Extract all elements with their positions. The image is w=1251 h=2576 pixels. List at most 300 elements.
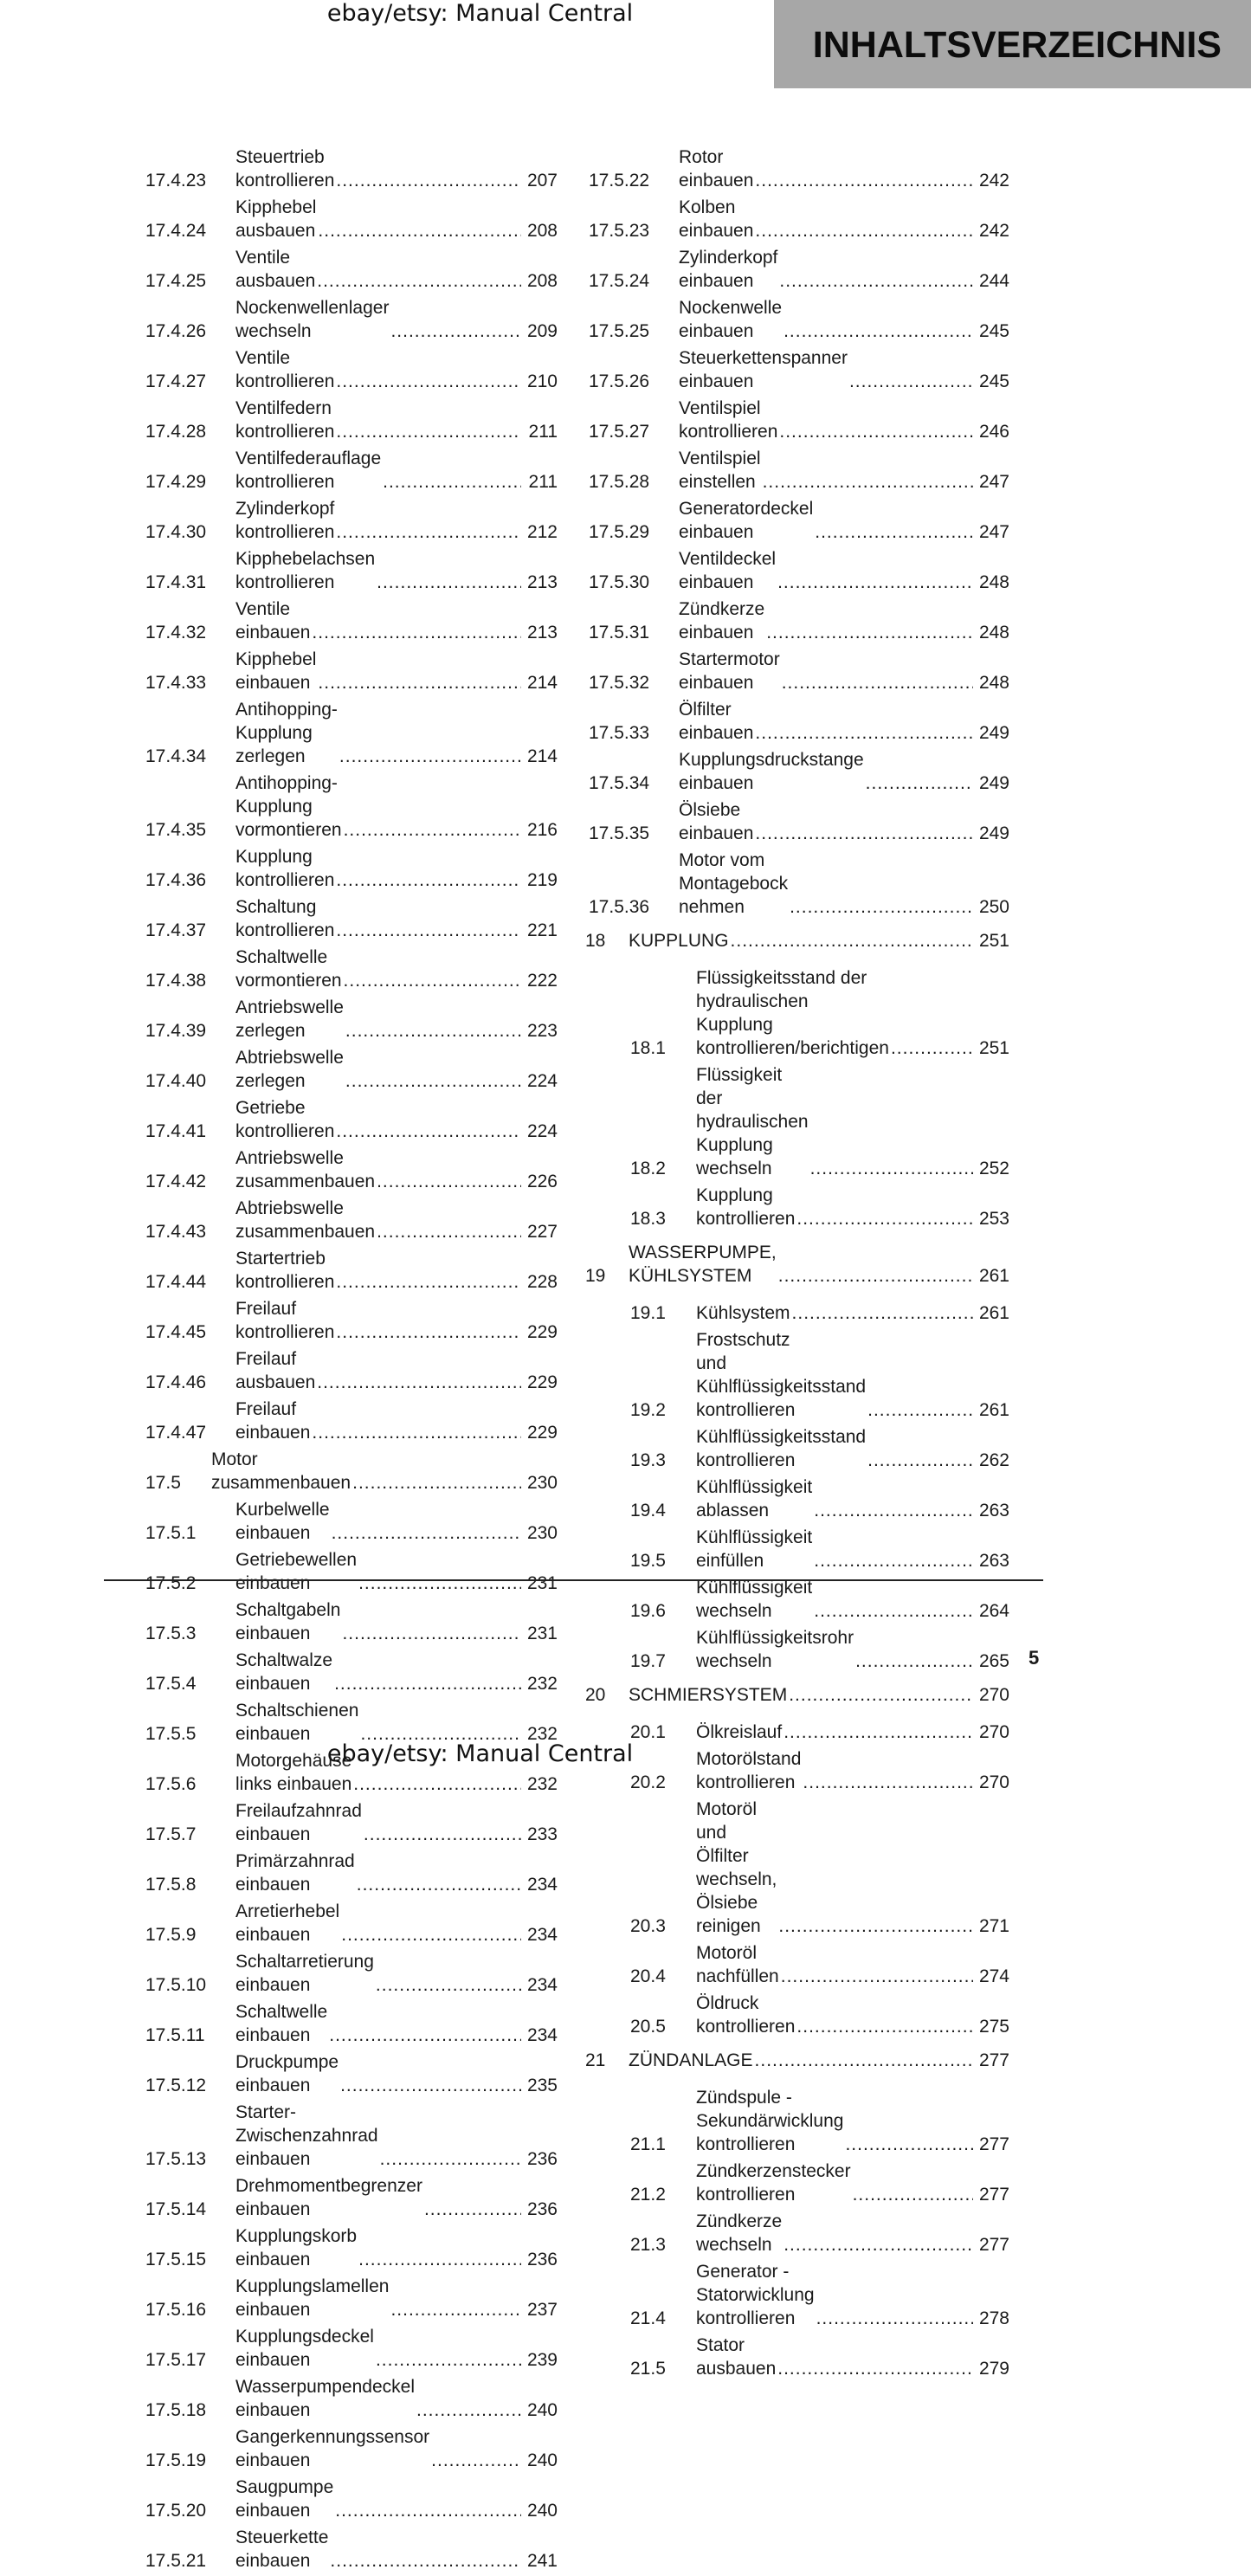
toc-entry[interactable] [145,1096,558,1143]
toc-entry[interactable] [589,1425,1009,1472]
toc-entry-page: 263 [978,1501,1009,1520]
toc-entry-page: 216 [526,820,558,840]
toc-entry[interactable] [145,1548,558,1595]
toc-entry[interactable] [585,1683,1009,1707]
toc-entry-number: 17.5.8 [145,1875,197,1895]
toc-column-left [145,145,558,2576]
toc-entry-title: Kurbelwelle einbauen [235,1500,330,1543]
toc-entry-number: 17.5.5 [145,1724,197,1744]
toc-entry[interactable] [145,1498,558,1545]
toc-entry-number: 20.1 [630,1722,666,1742]
toc-entry-page: 213 [526,572,558,592]
dot-leader [358,2248,521,2271]
dot-leader [336,420,521,443]
toc-entry[interactable] [145,1146,558,1193]
toc-entry[interactable] [589,497,1009,544]
toc-entry-page: 237 [526,2300,558,2320]
toc-entry[interactable] [145,1699,558,1746]
dot-leader [814,1599,973,1623]
dot-leader [358,1572,521,1595]
toc-entry-number: 19.7 [630,1651,666,1671]
toc-entry-page: 274 [978,1966,1009,1986]
dot-leader [342,1622,521,1645]
toc-entry-page: 229 [526,1322,558,1342]
toc-entry[interactable] [589,748,1009,795]
dot-leader [336,169,521,192]
toc-entry-page: 275 [978,2017,1009,2037]
toc-entry[interactable] [145,648,558,694]
toc-entry-title: Motorölstand kontrollieren [696,1749,802,1792]
toc-entry[interactable] [145,2526,558,2573]
toc-entry[interactable] [145,1598,558,1645]
toc-entry[interactable] [589,346,1009,393]
dot-leader [731,929,973,952]
toc-entry-page: 234 [526,1875,558,1895]
toc-entry-title: Stator ausbauen [696,2335,777,2379]
dot-leader [792,1301,973,1325]
toc-entry[interactable] [145,296,558,343]
toc-entry-number: 19.1 [630,1303,666,1323]
toc-entry[interactable] [589,1526,1009,1572]
toc-entry-number: 17.5.17 [145,2350,207,2370]
dot-leader [336,1320,521,1344]
dot-leader [755,169,973,192]
toc-entry[interactable] [589,1941,1009,1988]
toc-entry[interactable] [589,547,1009,594]
toc-entry-title: Primärzahnrad einbauen [235,1851,355,1895]
toc-entry[interactable] [145,246,558,293]
toc-entry[interactable] [589,196,1009,242]
dot-leader [867,1449,973,1472]
header-banner [774,0,1251,88]
toc-entry[interactable] [585,929,1009,952]
toc-entry[interactable] [145,1297,558,1344]
toc-entry-page: 262 [978,1450,1009,1470]
toc-entry[interactable] [585,1241,1009,1288]
toc-entry[interactable] [145,1347,558,1394]
toc-entry-page: 239 [526,2350,558,2370]
toc-entry-page: 207 [526,171,558,190]
toc-entry-page: 253 [978,1209,1009,1229]
toc-entry-title: Kupplungskorb einbauen [235,2226,358,2269]
toc-entry-page: 233 [526,1824,558,1844]
dot-leader [317,269,521,293]
toc-entry-number: 17.4.34 [145,746,207,766]
toc-entry[interactable] [145,497,558,544]
toc-entry-page: 231 [526,1624,558,1643]
dot-leader [380,2147,521,2171]
toc-entry[interactable] [589,1475,1009,1522]
toc-entry-number: 20.4 [630,1966,666,1986]
toc-entry[interactable] [145,346,558,393]
toc-entry-title: Steuertrieb kontrollieren [235,147,335,190]
dot-leader [336,919,521,942]
toc-entry[interactable] [589,447,1009,494]
toc-entry-page: 230 [526,1523,558,1543]
toc-entry-number: 17.5.27 [589,422,650,442]
toc-entry-title: Motor vom Montagebock nehmen [679,850,789,917]
toc-entry-number: 17.5 [145,1473,181,1493]
toc-entry[interactable] [145,772,558,842]
dot-leader [866,772,973,795]
dot-leader [431,2449,521,2472]
dot-leader [755,721,973,745]
toc-entry-title: Druckpumpe einbauen [235,2052,339,2095]
toc-entry-title: Ventile einbauen [235,599,311,642]
toc-entry[interactable] [589,2160,1009,2206]
dot-leader [376,2348,521,2372]
dot-leader [344,818,521,842]
toc-entry[interactable] [145,2476,558,2522]
dot-leader [336,1120,521,1143]
toc-entry[interactable] [589,246,1009,293]
toc-entry-title: Motoröl und Ölfilter wechseln, Ölsiebe reinigen [696,1799,777,1936]
toc-entry-title: Schaltgabeln einbauen [235,1600,341,1643]
dot-leader [329,2024,521,2047]
toc-entry-number: 19 [585,1266,606,1286]
toc-entry[interactable] [589,2260,1009,2330]
toc-entry-title: Starter-Zwischenzahnrad einbauen [235,2102,378,2169]
dot-leader [755,2049,973,2072]
toc-entry-title: Rotor einbauen [679,147,754,190]
dot-leader [783,320,973,343]
toc-entry-number: 17.5.14 [145,2199,207,2219]
toc-entry[interactable] [585,2049,1009,2072]
toc-entry-page: 277 [978,2235,1009,2255]
toc-entry-number: 17.5.31 [589,623,650,642]
dot-leader [778,1264,973,1288]
toc-entry[interactable] [145,397,558,443]
toc-entry-page: 236 [526,2250,558,2269]
toc-entry-page: 247 [978,522,1009,542]
toc-entry[interactable] [145,1197,558,1243]
toc-entry-title: Freilaufzahnrad einbauen [235,1801,362,1844]
toc-entry-number: 17.5.35 [589,823,650,843]
toc-entry[interactable] [589,1301,1009,1325]
toc-entry-title: Motoröl nachfüllen [696,1943,779,1986]
toc-entry-page: 211 [528,422,558,442]
dot-leader [357,1873,521,1896]
toc-entry-title: Ventile kontrollieren [235,348,335,391]
toc-entry-page: 263 [978,1551,1009,1571]
toc-entry-title: Abtriebswelle zusammenbauen [235,1198,376,1242]
toc-entry-number: 17.5.6 [145,1774,197,1794]
toc-entry-number: 17.5.34 [589,773,650,793]
toc-entry-page: 242 [978,221,1009,241]
toc-entry[interactable] [589,397,1009,443]
dot-leader [855,1650,973,1673]
toc-entry-title: Getriebewellen einbauen [235,1550,358,1593]
toc-entry-page: 277 [978,2050,1009,2070]
toc-entry-page: 250 [978,897,1009,917]
toc-entry[interactable] [589,798,1009,845]
toc-entry-title: Kühlflüssigkeit einfüllen [696,1527,813,1571]
toc-entry-page: 234 [526,2025,558,2045]
toc-entry-title: Kipphebel einbauen [235,649,317,693]
toc-entry-page: 222 [526,971,558,991]
toc-entry-page: 232 [526,1774,558,1794]
toc-entry[interactable] [145,1398,558,1444]
toc-entry[interactable] [589,1063,1009,1180]
toc-entry[interactable] [145,895,558,942]
toc-entry-number: 17.4.41 [145,1121,207,1141]
dot-leader [779,420,973,443]
toc-entry[interactable] [145,1950,558,1997]
toc-entry-number: 17.4.30 [145,522,207,542]
toc-entry-title: Antihopping-Kupplung vormontieren [235,773,342,840]
toc-entry-number: 17.4.26 [145,321,207,341]
toc-entry-title: Wasserpumpendeckel einbauen [235,2377,415,2420]
toc-entry[interactable] [589,1576,1009,1623]
toc-entry-page: 249 [978,773,1009,793]
toc-entry[interactable] [145,996,558,1043]
dot-leader [334,1672,521,1695]
toc-entry-title: Kupplungsdeckel einbauen [235,2327,374,2370]
toc-entry[interactable] [145,547,558,594]
toc-entry-number: 18.3 [630,1209,666,1229]
toc-entry-page: 249 [978,723,1009,743]
dot-leader [312,621,521,644]
page-number: 5 [1029,1647,1040,1669]
toc-entry[interactable] [589,145,1009,192]
dot-leader [335,2499,521,2522]
toc-entry-title: Steuerkette einbauen [235,2528,329,2571]
toc-entry-title: Zündkerze wechseln [696,2211,783,2255]
toc-entry-title: Antriebswelle zerlegen [235,997,344,1041]
toc-entry-page: 264 [978,1601,1009,1621]
toc-entry-page: 261 [978,1400,1009,1420]
toc-entry[interactable] [145,145,558,192]
toc-entry-number: 17.5.30 [589,572,650,592]
toc-entry-page: 229 [526,1372,558,1392]
toc-entry-title: Generator - Statorwicklung kontrollieren [696,2262,815,2328]
toc-entry-number: 21.3 [630,2235,666,2255]
dot-leader [318,671,521,694]
toc-entry-title: Nockenwelle einbauen [679,298,783,341]
dot-leader [390,2298,521,2321]
toc-entry[interactable] [145,1649,558,1695]
toc-entry-title: Ventilfedern kontrollieren [235,398,335,442]
toc-entry[interactable] [145,2050,558,2097]
toc-entry[interactable] [145,2425,558,2472]
toc-entry-title: Kupplungsdruckstange einbauen [679,750,864,793]
toc-entry-page: 212 [526,522,558,542]
toc-entry-title: Zylinderkopf kontrollieren [235,499,335,542]
toc-entry-page: 236 [526,2199,558,2219]
toc-entry-title: Antriebswelle zusammenbauen [235,1148,376,1191]
toc-entry-number: 17.5.10 [145,1975,207,1995]
toc-entry-title: Schaltwelle einbauen [235,2002,328,2045]
toc-entry-number: 18.1 [630,1038,666,1058]
dot-leader [803,1771,973,1794]
toc-entry-number: 20.3 [630,1916,666,1936]
toc-entry-title: Ventilspiel kontrollieren [679,398,778,442]
toc-entry[interactable] [145,2224,558,2271]
toc-entry[interactable] [145,447,558,494]
toc-entry[interactable] [145,2000,558,2047]
toc-entry-number: 20.5 [630,2017,666,2037]
toc-entry[interactable] [145,2375,558,2422]
toc-entry[interactable] [145,845,558,892]
dot-leader [345,1019,521,1043]
toc-entry-number: 20 [585,1685,606,1705]
dot-leader [796,2015,973,2038]
toc-entry-page: 229 [526,1423,558,1443]
toc-entry-title: Flüssigkeitsstand der hydraulischen Kupplung kontrollieren/berichtigen [696,968,889,1058]
toc-entry-number: 17.4.38 [145,971,207,991]
toc-column-right [585,145,1009,2384]
toc-entry-page: 241 [526,2551,558,2571]
dot-leader [810,1157,973,1180]
toc-entry-number: 17.4.46 [145,1372,207,1392]
toc-entry[interactable] [589,966,1009,1060]
toc-entry-number: 17.4.25 [145,271,207,291]
dot-leader [766,621,973,644]
toc-entry[interactable] [145,597,558,644]
toc-entry[interactable] [145,2275,558,2321]
toc-entry-title: Kühlsystem [696,1303,790,1323]
toc-entry-page: 213 [526,623,558,642]
toc-entry-title: Ventilspiel einstellen [679,449,761,492]
dot-leader [340,2074,521,2097]
toc-entry-title: Zündkerze einbauen [679,599,765,642]
toc-entry-page: 261 [978,1266,1009,1286]
toc-entry[interactable] [145,946,558,992]
toc-entry-number: 17.5.20 [145,2501,207,2521]
toc-entry-number: 17.5.26 [589,371,650,391]
toc-entry-page: 210 [526,371,558,391]
toc-entry-number: 17.4.35 [145,820,207,840]
toc-entry-page: 265 [978,1651,1009,1671]
toc-entry-number: 17.4.27 [145,371,207,391]
toc-entry-number: 17.5.16 [145,2300,207,2320]
toc-entry-title: KUPPLUNG [629,931,729,951]
toc-entry-number: 17.5.15 [145,2250,207,2269]
dot-leader [336,868,521,892]
toc-entry[interactable] [589,1992,1009,2038]
dot-leader [353,1772,521,1796]
toc-entry-title: Kipphebel ausbauen [235,197,317,241]
toc-entry-page: 261 [978,1303,1009,1323]
toc-entry[interactable] [145,196,558,242]
toc-entry-title: Startertrieb kontrollieren [235,1249,335,1292]
dot-leader [424,2198,521,2221]
toc-entry-page: 235 [526,2076,558,2095]
toc-entry-title: Zylinderkopf einbauen [679,248,778,291]
toc-entry[interactable] [589,698,1009,745]
toc-entry-number: 17.5.29 [589,522,650,542]
toc-entry[interactable] [145,1799,558,1846]
toc-entry[interactable] [145,1448,558,1495]
toc-entry-page: 244 [978,271,1009,291]
dot-leader [853,2183,973,2206]
dot-leader [377,1170,521,1193]
toc-entry-page: 234 [526,1925,558,1945]
toc-entry[interactable] [589,1184,1009,1230]
toc-entry[interactable] [145,698,558,768]
dot-leader [383,470,521,494]
toc-entry[interactable] [145,1046,558,1093]
toc-entry-title: Freilauf kontrollieren [235,1299,335,1342]
toc-entry-number: 17.4.47 [145,1423,207,1443]
toc-entry[interactable] [145,1850,558,1896]
dot-leader [790,895,973,919]
toc-entry[interactable] [589,2086,1009,2156]
watermark-top: ebay/etsy: Manual Central [326,0,634,27]
toc-entry-number: 17.4.32 [145,623,207,642]
toc-entry-title: Abtriebswelle zerlegen [235,1048,344,1091]
toc-entry-page: 246 [978,422,1009,442]
dot-leader [318,219,521,242]
toc-entry-number: 19.6 [630,1601,666,1621]
toc-entry[interactable] [589,648,1009,694]
dot-leader [345,1069,521,1093]
toc-entry[interactable] [589,1328,1009,1422]
toc-entry[interactable] [589,1798,1009,1938]
toc-entry[interactable] [145,2325,558,2372]
toc-entry-title: Schaltarretierung einbauen [235,1952,374,1995]
toc-entry[interactable] [145,2174,558,2221]
toc-entry-page: 214 [526,673,558,693]
toc-entry[interactable] [589,597,1009,644]
toc-entry[interactable] [145,1247,558,1294]
toc-entry-title: Ventilfederauflage kontrollieren [235,449,382,492]
dot-leader [312,1421,521,1444]
toc-entry-title: Kupplung kontrollieren [235,847,335,890]
dot-leader [782,671,973,694]
toc-entry-number: 17.5.4 [145,1674,197,1694]
toc-entry-title: Motorgehäuse links einbauen [235,1751,352,1794]
toc-entry-page: 208 [526,271,558,291]
toc-entry-number: 17.5.22 [589,171,650,190]
toc-entry-title: Kühlflüssigkeit wechseln [696,1578,813,1621]
toc-entry[interactable] [589,849,1009,919]
toc-entry[interactable] [589,296,1009,343]
toc-entry-number: 17.4.37 [145,920,207,940]
toc-entry-page: 226 [526,1172,558,1191]
page-title: INHALTSVERZEICHNIS [812,24,1222,66]
toc-entry-title: Kühlflüssigkeitsstand kontrollieren [696,1427,867,1470]
dot-leader [755,219,973,242]
toc-entry-page: 271 [978,1916,1009,1936]
toc-entry[interactable] [589,1626,1009,1673]
dot-leader [336,520,521,544]
toc-entry[interactable] [145,2101,558,2171]
toc-entry[interactable] [589,2210,1009,2256]
dot-leader [344,969,521,992]
toc-entry-number: 19.4 [630,1501,666,1520]
toc-entry-number: 17.5.1 [145,1523,197,1543]
toc-entry-title: Kühlflüssigkeitsrohr wechseln [696,1628,854,1671]
dot-leader [364,1823,521,1846]
toc-entry-page: 240 [526,2400,558,2420]
toc-entry-page: 221 [526,920,558,940]
toc-entry[interactable] [145,1900,558,1947]
dot-leader [845,2133,973,2156]
toc-entry-number: 17.5.3 [145,1624,197,1643]
toc-entry-number: 17.4.29 [145,472,207,492]
toc-entry-title: Generatordeckel einbauen [679,499,814,542]
toc-entry[interactable] [589,2334,1009,2380]
toc-entry-title: Schaltung kontrollieren [235,897,335,940]
toc-entry-number: 21 [585,2050,606,2070]
toc-entry-title: Arretierhebel einbauen [235,1901,340,1945]
toc-entry-number: 17.5.23 [589,221,650,241]
dot-leader [777,571,973,594]
toc-entry-page: 224 [526,1121,558,1141]
toc-entry-page: 240 [526,2450,558,2470]
toc-entry-number: 17.5.13 [145,2149,207,2169]
